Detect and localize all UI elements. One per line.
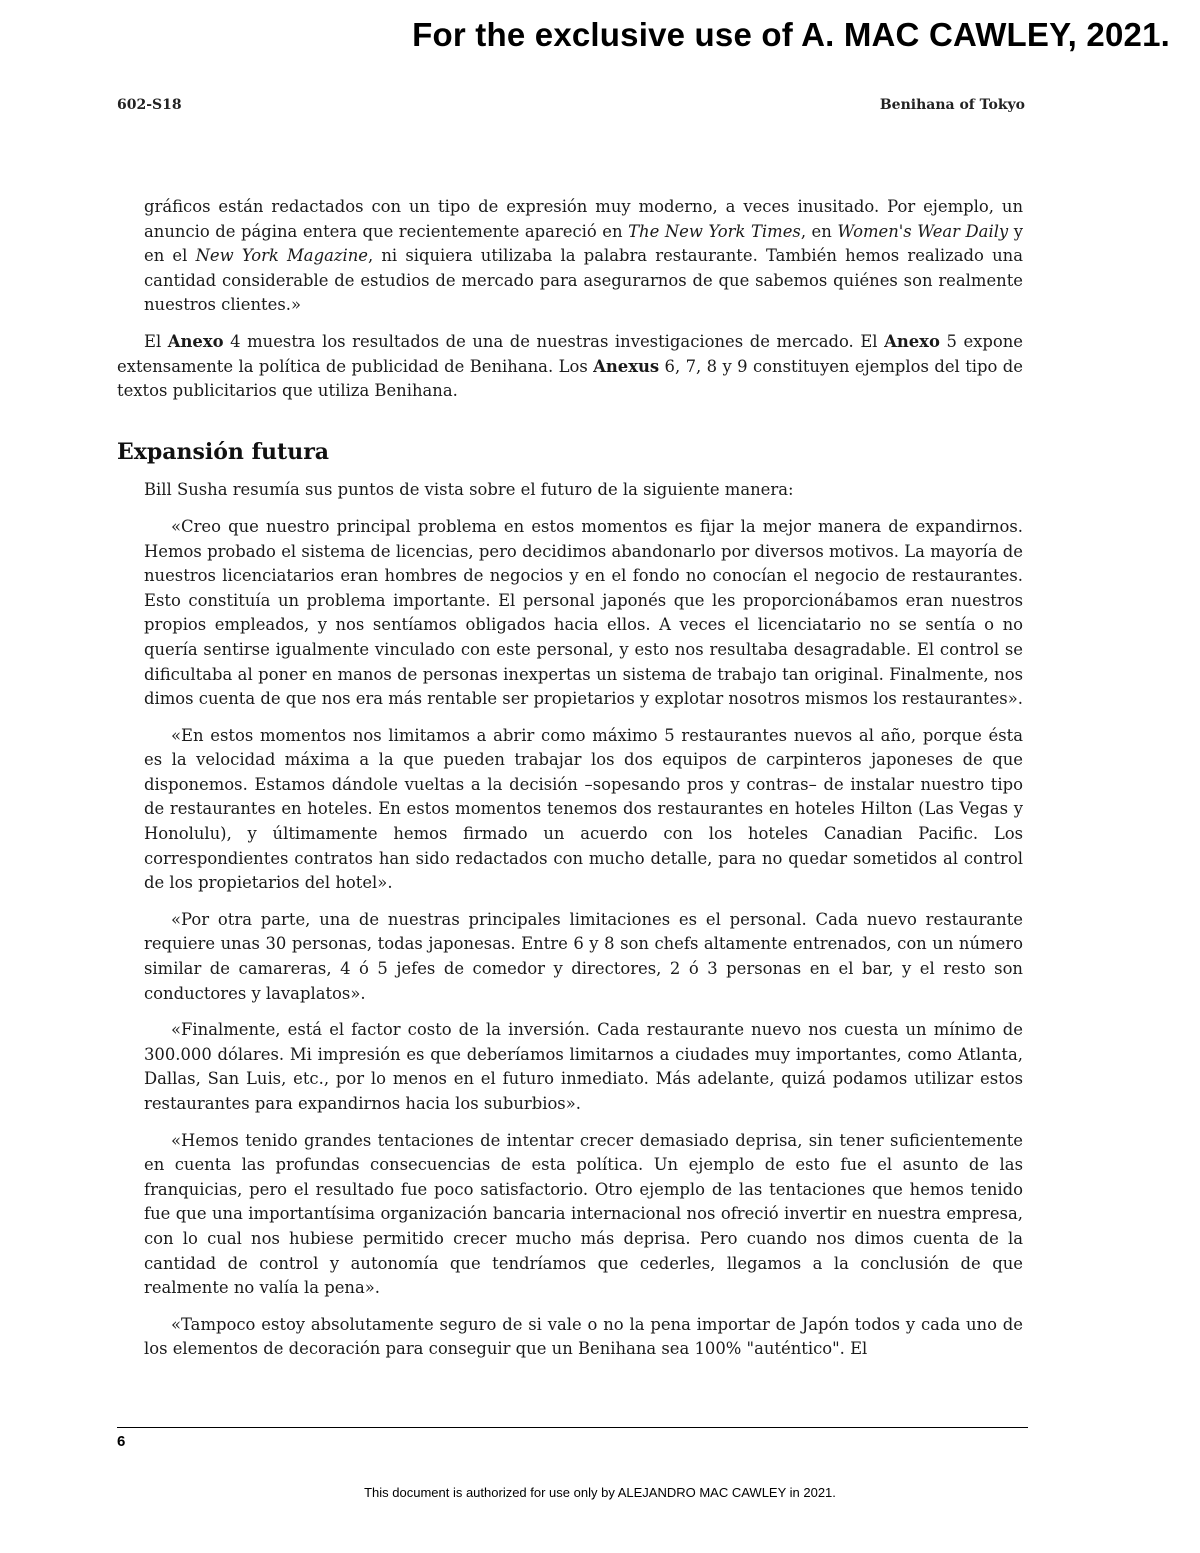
page-number: 6	[117, 1433, 126, 1450]
quote-staffing: «Por otra parte, una de nuestras principales limitaciones es el personal. Cada nuevo restaurante requiere unas 30 personas, todas japonesas. Entre 6 y 8 son chefs altamente entrenados, con un número similar de camareras, 4 ó 5 jefes de comedor y directores, 2 ó 3 personas en el bar, y el resto son conductores y lavaplatos».	[144, 909, 1023, 1003]
text-run: y en el	[144, 221, 1023, 266]
text-run: gráficos están redactados con un tipo de expresión muy moderno, a veces inusitado. Por ejemplo, un anuncio de página entera que recientemente apareció en	[144, 197, 1023, 241]
annex-reference: Anexus	[593, 356, 660, 376]
publication-title: Women's Wear Daily	[837, 221, 1009, 241]
quote-licensing: «Creo que nuestro principal problema en estos momentos es fijar la mejor manera de expandirnos. Hemos probado el sistema de licencias, pero decidimos abandonarlo por diversos motivos. La mayoría de nuestros licenciatarios eran hombres de negocios y en el fondo no conocían el negocio de restaurantes. Esto constituía un problema importante. El personal japonés que les proporcionábamos eran nuestros propios empleados, y nos sentíamos obligados hacia ellos. A veces el licenciatario no se sentía o no quería sentirse igualmente vinculado con este personal, y esto nos resultaba desagradable. El control se dificultaba al poner en manos de personas inexpertas un sistema de trabajo tan original. Finalmente, nos dimos cuenta de que nos era más rentable ser propietarios y explotar nosotros mismos los restaurantes».	[144, 516, 1023, 709]
text-run: 6, 7, 8 y 9 constituyen ejemplos del tipo de textos publicitarios que utiliza Benihana.	[117, 356, 1023, 401]
quote-investment-cost: «Finalmente, está el factor costo de la inversión. Cada restaurante nuevo nos cuesta un mínimo de 300.000 dólares. Mi impresión es que deberíamos limitarnos a ciudades muy importantes, como Atlanta, Dallas, San Luis, etc., por lo menos en el futuro inmediato. Más adelante, quizá podamos utilizar estos restaurantes para expandirnos hacia los suburbios».	[144, 1020, 1023, 1113]
quote-growth-temptations: «Hemos tenido grandes tentaciones de intentar crecer demasiado deprisa, sin tener suficientemente en cuenta las profundas consecuencias de esta política. Un ejemplo de esto fue el asunto de las franquicias, pero el resultado fue poco satisfactorio. Otro ejemplo de las tentaciones que hemos tenido fue que una importantísima organización bancaria internacional nos ofreció invertir en nuestra empresa, con lo cual nos hubiese permitido crecer mucho más deprisa. Pero cuando nos dimos cuenta de la cantidad de control y autonomía que tendríamos que cederles, llegamos a la conclusión de que realmente no valía la pena».	[144, 1130, 1023, 1298]
paragraph-annexes	[117, 330, 1023, 404]
text-run: , ni siquiera utilizaba la palabra restaurante. También hemos realizado una cantidad considerable de estudios de mercado para asegurarnos de que sabemos quiénes son realmente nuestros clientes.»	[144, 246, 1023, 315]
text-run: 4 muestra los resultados de una de nuestras investigaciones de mercado. El	[223, 331, 885, 351]
paragraph-intro: Bill Susha resumía sus puntos de vista sobre el futuro de la siguiente manera:	[144, 480, 794, 500]
text-run: El	[144, 331, 168, 351]
authorization-notice: This document is authorized for use only by ALEJANDRO MAC CAWLEY in 2021.	[364, 1485, 836, 1500]
footer-divider	[117, 1427, 1028, 1428]
quote-decoration: «Tampoco estoy absolutamente seguro de si vale o no la pena importar de Japón todos y cada uno de los elementos de decoración para conseguir que un Benihana sea 100% "auténtico". El	[144, 1314, 1023, 1359]
annex-reference: Anexo	[167, 331, 224, 351]
document-code: 602-S18	[117, 97, 182, 113]
annex-reference: Anexo	[884, 331, 940, 351]
paragraph-advertising-continued	[117, 195, 1023, 318]
section-heading: Expansión futura	[117, 438, 330, 465]
publication-title: New York Magazine	[195, 246, 368, 266]
page-body	[117, 195, 1023, 1374]
text-run: 5 expone extensamente la política de publicidad de Benihana. Los	[117, 331, 1023, 376]
publication-title: The New York Times	[628, 221, 801, 241]
document-title: Benihana of Tokyo	[879, 97, 1025, 113]
quote-expansion-rate: «En estos momentos nos limitamos a abrir como máximo 5 restaurantes nuevos al año, porque ésta es la velocidad máxima a la que pueden trabajar los dos equipos de carpinteros japoneses de que disponemos. Estamos dándole vueltas a la decisión –sopesando pros y contras– de instalar nuestro tipo de restaurantes en hoteles. En estos momentos tenemos dos restaurantes en hoteles Hilton (Las Vegas y Honolulu), y últimamente hemos firmado un acuerdo con los hoteles Canadian Pacific. Los correspondientes contratos han sido redactados con mucho detalle, para no quedar sometidos al control de los propietarios del hotel».	[144, 725, 1023, 893]
exclusive-use-watermark: For the exclusive use of A. MAC CAWLEY, 2021.	[412, 16, 1170, 53]
text-run: , en	[800, 221, 838, 241]
